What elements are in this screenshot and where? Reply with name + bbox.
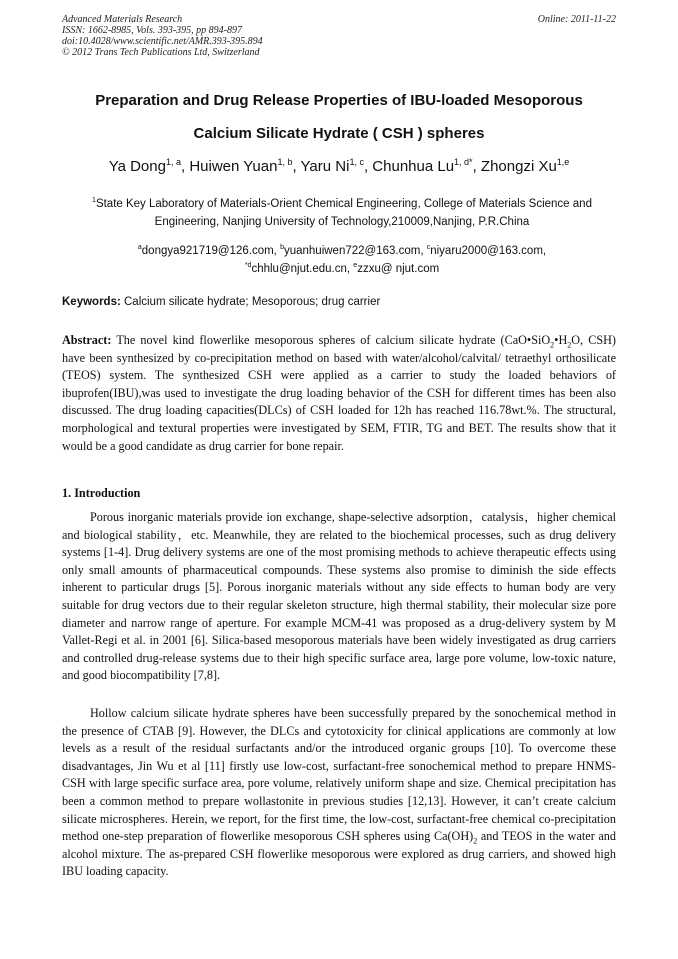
keywords-text: Calcium silicate hydrate; Mesoporous; drug carrier bbox=[120, 296, 381, 308]
abstract: Abstract: The novel kind flowerlike mesoporous spheres of calcium silicate hydrate ($CaO•SiO_2•H_2O$, CSH) have been synthesized by co-precipitation method on based with water/alcohol/calvital/ tetraethyl orthosilicate (TEOS) system. The synthesized CSH were applied as a carrier to study the loaded behaviors of ibuprofen(IBU),was used to investigate the drug loading behavior of the CSH for different times has been also discussed. The drug loading capacities(DLCs) of CSH loaded for 12h has reached 116.78wt.%. The structural, morphological and textural properties were investigated by SEM, FTIR, TG and BET. The results show that it would be a good candidate as drug carrier for bone repair. bbox=[62, 333, 616, 453]
author: Huiwen Yuan$^{1, b}$ bbox=[189, 157, 293, 175]
paper-title-line-2: Calcium Silicate Hydrate ( CSH ) spheres bbox=[193, 125, 485, 142]
section-heading-introduction: 1. Introduction bbox=[62, 486, 141, 500]
online-date: Online: 2011-11-22 bbox=[537, 14, 616, 25]
author-list: Ya Dong$^{1, a}$, Huiwen Yuan$^{1, b}$, Yaru Ni$^{1, c}$, Chunhua $Lu^{1, d*}$, Zhongzi Xu$^{1,e}$ bbox=[108, 157, 570, 175]
issn-line: ISSN: 1662-8985, Vols. 393-395, pp 894-897 bbox=[62, 25, 242, 36]
email: $^e$zzxu@ njut.com bbox=[353, 262, 440, 275]
intro-paragraph-1: Porous inorganic materials provide ion exchange, shape-selective adsorption，catalysis，higher chemical and biological stability，etc. Meanwhile, they are related to the biochemical processes, such as drug delivery systems [1-4]. Drug delivery systems are one of the most promising methods to achieve therapeutic effects using only small amounts of pharmaceutical compounds. These systems also promise to diminish the side effects inherent to particular drugs [5]. Porous inorganic materials without any side effects to human body are very suitable for drug vectors due to their regular skeleton structure, high thermal stability, their molecular size pore diameter and narrow range of aperture. For example MCM-41 was proposed as a drug-delivery system by M Vallet-Regi et al. in 2001 [6]. Silica-based mesoporous materials have been widely investigated as drug carriers and controlled drug-release systems due to their high specific surface area, large pore volume, low-toxic nature, and good biocompatibility [7,8]. bbox=[62, 510, 616, 683]
author: Ya Dong$^{1, a}$ bbox=[108, 157, 181, 175]
email: $^{*d}$chhlu@njut.edu.cn, bbox=[244, 262, 354, 275]
paper-title-line-1: Preparation and Drug Release Properties of IBU-loaded Mesoporous bbox=[95, 92, 583, 109]
journal-header bbox=[62, 14, 616, 58]
email: $^a$dongya921719@126.com, bbox=[137, 244, 281, 257]
author-emails bbox=[64, 242, 620, 278]
journal-name: Advanced Materials Research bbox=[62, 14, 183, 25]
author: Chunhua $Lu^{1, d*}$ bbox=[372, 157, 473, 175]
keywords bbox=[62, 295, 618, 309]
affiliation: $^1$State Key Laboratory of Materials-Orient Chemical Engineering, College of Materials Science and Engineering, Nanjing University of Technology,210009,Nanjing, P.R.China bbox=[92, 197, 592, 228]
author: Yaru Ni$^{1, c}$ bbox=[300, 157, 364, 175]
doi-line: doi:10.4028/www.scientific.net/AMR.393-395.894 bbox=[62, 36, 263, 47]
email: $^b$yuanhuiwen722@163.com, bbox=[280, 244, 427, 257]
intro-paragraph-2: Hollow calcium silicate hydrate spheres have been successfully prepared by the sonochemical method in the presence of CTAB [9]. However, the DLCs and cytotoxicity for clinical applications are commonly at low levels as a result of the residual surfactants and/or the introduced organic groups [10]. To overcome these disadvantages, Jin Wu et al [11] firstly use low-cost, surfactant-free sonochemical method to prepare HNMS-CSH with large specific surface area, pore volume, relatively uniform shape and size. Chemical precipitation has been a common method to prepare wollastonite in previous studies [12,13]. However, it can’t create calcium silicate microspheres. Herein, we report, for the first time, the low-cost, surfactant-free chemical co-precipitation method one-step preparation of flowerlike mesoporous CSH spheres using $Ca(OH)_2$ and TEOS in the water and alcohol mixture. The as-prepared CSH flowerlike mesoporous were explored as drug carriers, and showed high IBU loading capacity. bbox=[62, 706, 616, 879]
keywords-label: Keywords: bbox=[62, 296, 121, 308]
copyright-line: © 2012 Trans Tech Publications Ltd, Switzerland bbox=[62, 47, 260, 58]
author: Zhongzi Xu$^{1,e}$ bbox=[480, 157, 570, 175]
email: $^c$niyaru2000@163.com, bbox=[426, 244, 547, 257]
abstract-label: Abstract: bbox=[62, 333, 112, 347]
